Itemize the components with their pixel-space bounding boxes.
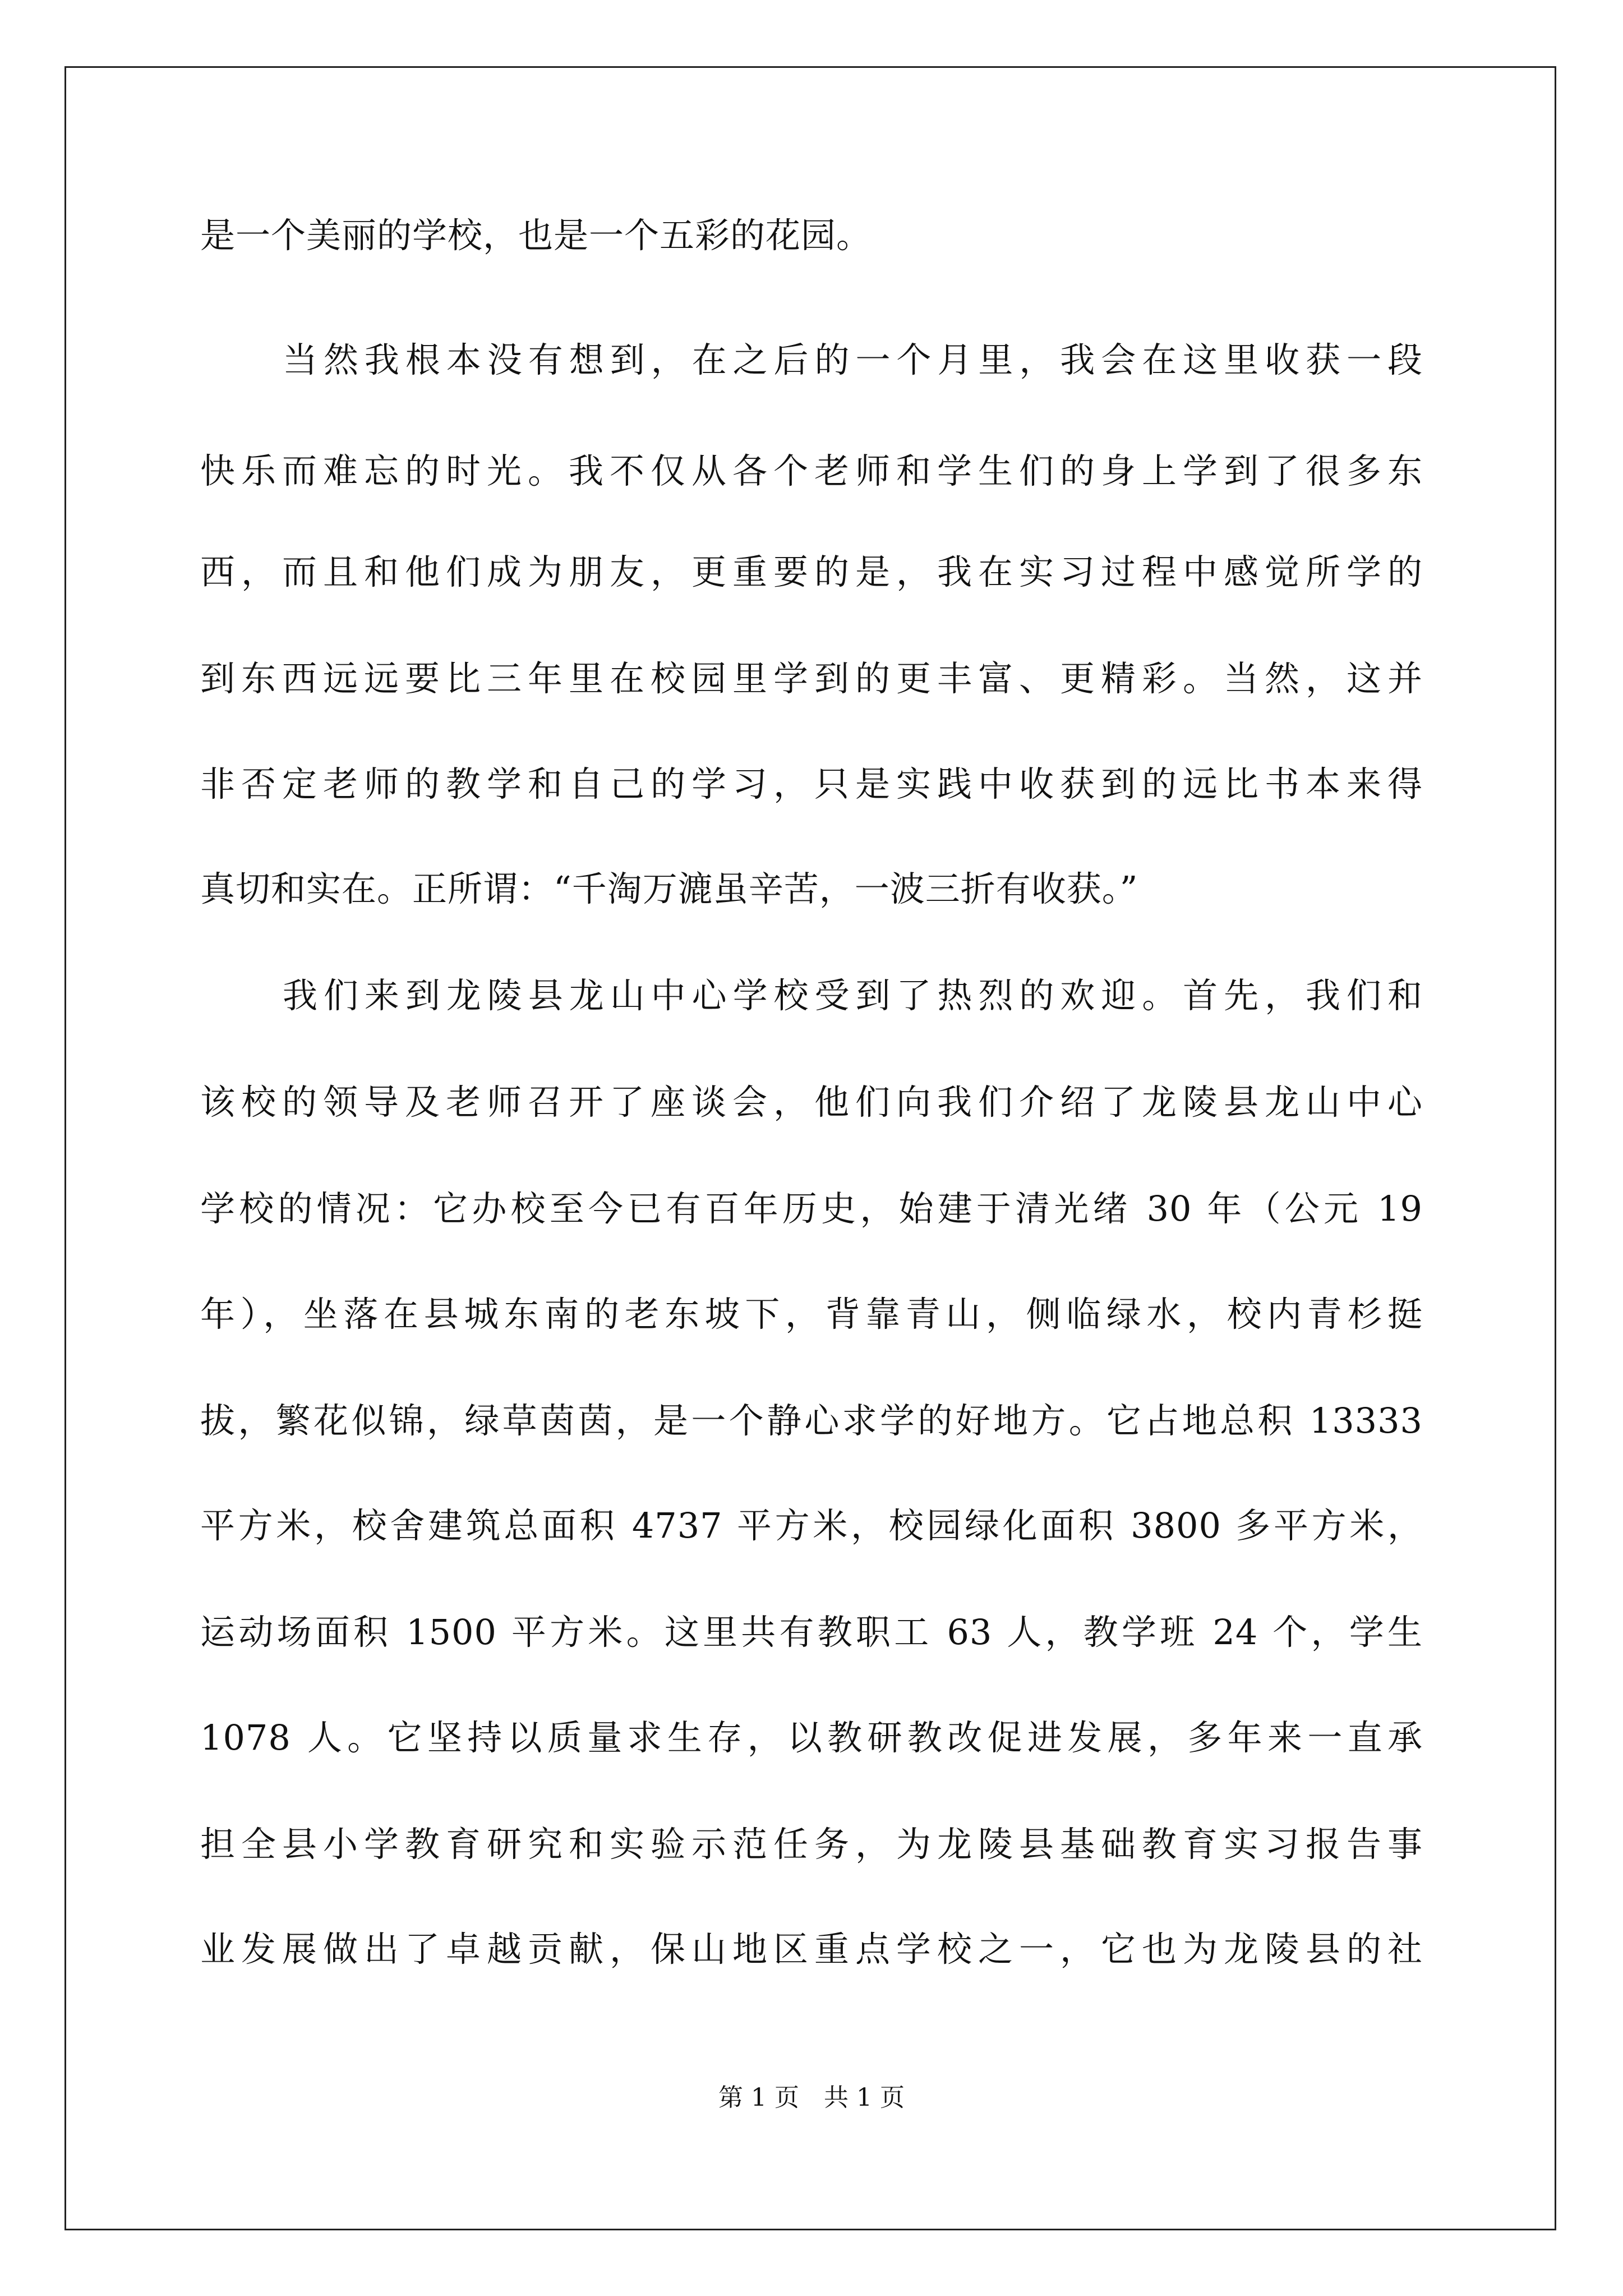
paragraph-line: 平方米，校舍建筑总面积 4737 平方米，校园绿化面积 3800 多平方米， xyxy=(200,1505,1423,1546)
paragraph-line: 该校的领导及老师召开了座谈会，他们向我们介绍了龙陵县龙山中心 xyxy=(200,1082,1423,1122)
paragraph-line: 拔，繁花似锦，绿草茵茵，是一个静心求学的好地方。它占地总积 13333 xyxy=(200,1400,1423,1441)
page-number-footer: 第 1 页 共 1 页 xyxy=(718,2083,905,2112)
paragraph-line: 学校的情况：它办校至今已有百年历史，始建于清光绪 30 年（公元 19 xyxy=(200,1188,1423,1229)
paragraph-line: 担全县小学教育研究和实验示范任务，为龙陵县基础教育实习报告事 xyxy=(200,1824,1423,1865)
paragraph-line: 真切和实在。正所谓：“千淘万漉虽辛苦，一波三折有收获。” xyxy=(200,868,1138,909)
paragraph-line: 到东西远远要比三年里在校园里学到的更丰富、更精彩。当然，这并 xyxy=(200,658,1423,699)
paragraph-line: 年），坐落在县城东南的老东坡下，背靠青山，侧临绿水，校内青杉挺 xyxy=(200,1294,1423,1335)
paragraph-line: 1078 人。它坚持以质量求生存，以教研教改促进发展，多年来一直承 xyxy=(200,1717,1423,1758)
paragraph-line: 当然我根本没有想到，在之后的一个月里，我会在这里收获一段 xyxy=(283,339,1423,380)
paragraph-line: 非否定老师的教学和自己的学习，只是实践中收获到的远比书本来得 xyxy=(200,763,1423,804)
paragraph-line: 运动场面积 1500 平方米。这里共有教职工 63 人，教学班 24 个，学生 xyxy=(200,1612,1423,1653)
paragraph-line: 是一个美丽的学校，也是一个五彩的花园。 xyxy=(200,215,872,256)
paragraph-line: 我们来到龙陵县龙山中心学校受到了热烈的欢迎。首先，我们和 xyxy=(283,975,1423,1016)
paragraph-line: 西，而且和他们成为朋友，更重要的是，我在实习过程中感觉所学的 xyxy=(200,551,1423,592)
page-border xyxy=(64,66,1556,2230)
paragraph-line: 业发展做出了卓越贡献，保山地区重点学校之一，它也为龙陵县的社 xyxy=(200,1929,1423,1970)
paragraph-line: 快乐而难忘的时光。我不仅从各个老师和学生们的身上学到了很多东 xyxy=(200,450,1423,491)
